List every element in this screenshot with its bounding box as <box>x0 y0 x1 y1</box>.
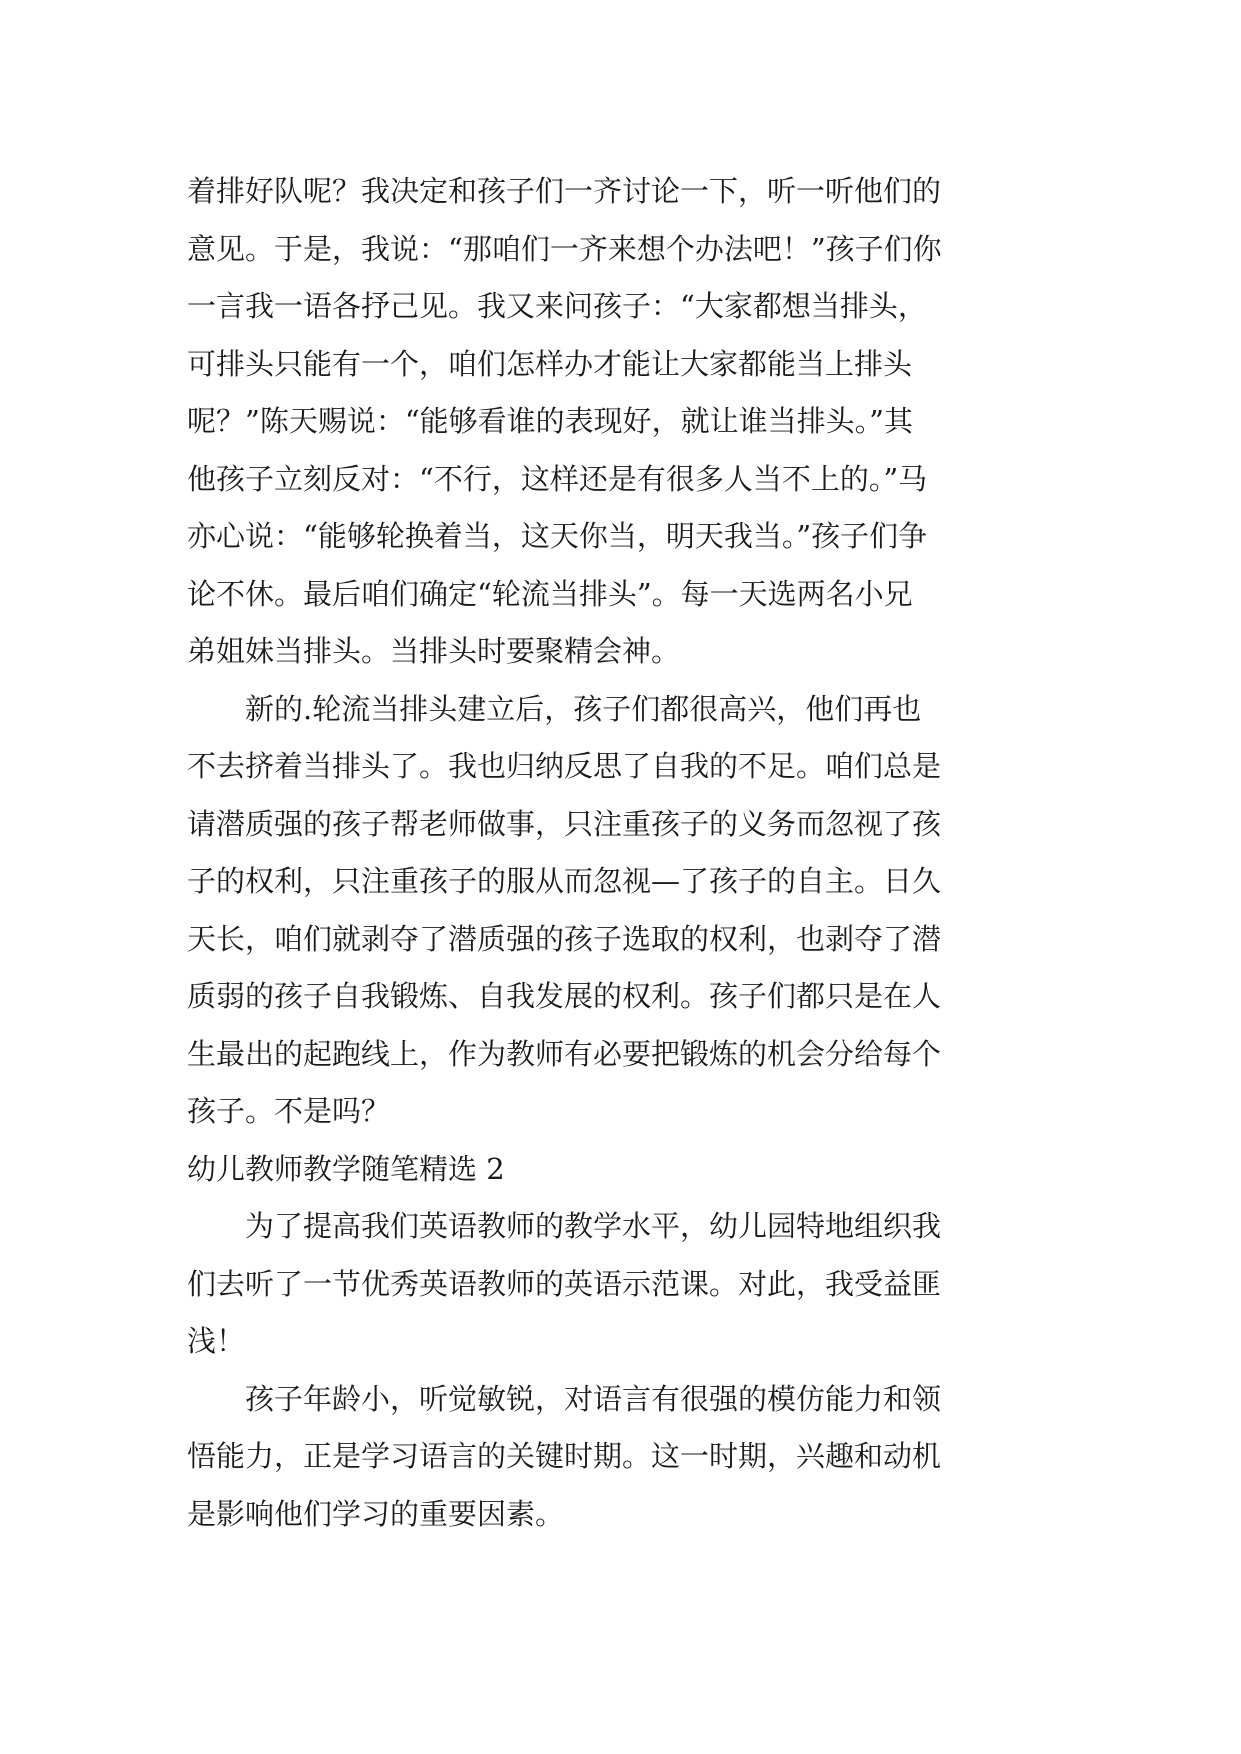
text-line: 们去听了一节优秀英语教师的英语示范课。对此，我受益匪 <box>187 1266 942 1301</box>
text-line: 可排头只能有一个，咱们怎样办才能让大家都能当上排头 <box>187 346 913 381</box>
text-line: 意见。于是，我说：“那咱们一齐来想个办法吧！”孩子们你 <box>187 231 942 266</box>
text-line: 质弱的孩子自我锻炼、自我发展的权利。孩子们都只是在人 <box>187 979 942 1013</box>
text-line: 天长，咱们就剥夺了潜质强的孩子选取的权利，也剥夺了潜 <box>187 921 942 956</box>
text-line: 生最出的起跑线上，作为教师有必要把锻炼的机会分给每个 <box>187 1036 942 1071</box>
text-line: 浅！ <box>187 1324 246 1358</box>
text-line: 新的.轮流当排头建立后，孩子们都很高兴，他们再也 <box>187 691 922 726</box>
text-line: 悟能力，正是学习语言的关键时期。这一时期，兴趣和动机 <box>187 1439 942 1473</box>
text-line: 一言我一语各抒己见。我又来问孩子：“大家都想当排头， <box>187 289 927 323</box>
text-line: 为了提高我们英语教师的教学水平，幼儿园特地组织我 <box>187 1209 942 1243</box>
section-heading: 幼儿教师教学随笔精选 2 <box>187 1151 505 1186</box>
text-line: 子的权利，只注重孩子的服从而忽视—了孩子的自主。日久 <box>187 864 942 898</box>
text-line: 孩子。不是吗？ <box>187 1094 391 1128</box>
body-text <box>187 163 1067 1543</box>
text-line: 他孩子立刻反对：“不行，这样还是有很多人当不上的。”马 <box>187 461 928 496</box>
text-line: 亦心说：“能够轮换着当，这天你当，明天我当。”孩子们争 <box>187 519 928 553</box>
text-line: 着排好队呢？我决定和孩子们一齐讨论一下，听一听他们的 <box>187 174 942 208</box>
text-line: 是影响他们学习的重要因素。 <box>187 1496 565 1531</box>
text-line: 弟姐妹当排头。当排头时要聚精会神。 <box>187 634 681 668</box>
text-line: 呢？”陈天赐说：“能够看谁的表现好，就让谁当排头。”其 <box>187 404 913 438</box>
text-line: 孩子年龄小，听觉敏锐，对语言有很强的模仿能力和领 <box>187 1381 942 1416</box>
text-line: 请潜质强的孩子帮老师做事，只注重孩子的义务而忽视了孩 <box>187 806 942 841</box>
text-line: 论不休。最后咱们确定“轮流当排头”。每一天选两名小兄 <box>187 576 913 611</box>
text-line: 不去挤着当排头了。我也归纳反思了自我的不足。咱们总是 <box>187 749 942 783</box>
